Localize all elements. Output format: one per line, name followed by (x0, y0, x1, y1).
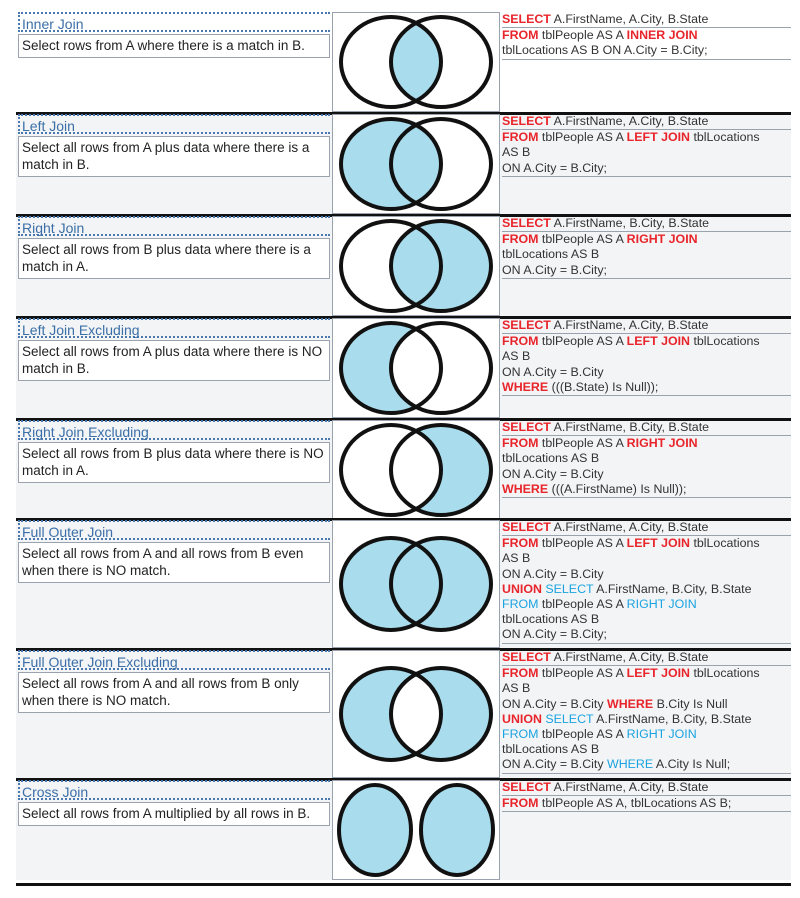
sql-line (502, 161, 791, 177)
sql-text: tblPeople AS A (538, 334, 627, 349)
sql-line (502, 420, 791, 436)
sql-line (502, 697, 791, 712)
join-title: Left Join (18, 114, 330, 134)
sql-keyword: SELECT (545, 581, 594, 596)
sql-keyword: SELECT (545, 711, 594, 726)
sql-line (502, 334, 791, 349)
venn-diagram (333, 217, 499, 315)
venn-panel (332, 520, 500, 648)
sql-text: AS B (502, 145, 531, 160)
sql-line (502, 436, 791, 451)
sql-text: ON A.City = B.City; (502, 627, 607, 642)
join-title: Left Join Excluding (18, 318, 330, 338)
sql-text: tblLocations AS B (502, 612, 600, 627)
sql-line (502, 130, 791, 145)
sql-text: (((A.FirstName) Is Null)); (548, 481, 687, 496)
sql-text: ON A.City = B.City; (502, 262, 607, 277)
sql-line (502, 627, 791, 643)
venn-diagram (333, 651, 499, 777)
sql-line (502, 263, 791, 279)
join-row-right-join (16, 216, 791, 316)
sql-line (502, 114, 791, 130)
sql-text: tblLocations AS B (502, 742, 600, 757)
sql-keyword: FROM (502, 232, 539, 247)
sql-text: tblLocations AS B ON A.City = B.City; (502, 43, 708, 58)
sql-text: tblLocations (690, 536, 760, 551)
sql-keyword: FROM (502, 666, 539, 681)
sql-keyword: RIGHT JOIN (626, 727, 697, 742)
join-description: Select all rows from A and all rows from B even when there is NO match. (18, 542, 330, 583)
venn-panel (332, 780, 500, 880)
sql-code (502, 420, 791, 498)
sql-line (502, 681, 791, 696)
sql-keyword: WHERE (502, 481, 549, 496)
join-description: Select all rows from B plus data where there is a match in A. (18, 238, 330, 279)
sql-line (502, 365, 791, 380)
sql-code (502, 318, 791, 396)
join-title: Right Join Excluding (18, 420, 330, 440)
sql-code (502, 12, 791, 60)
sql-text: (((B.State) Is Null)); (548, 379, 659, 394)
sql-line (502, 482, 791, 498)
sql-line (502, 467, 791, 482)
sql-text: A.FirstName, A.City, B.State (550, 318, 709, 332)
sql-line (502, 380, 791, 396)
sql-text: tblPeople AS A (538, 597, 627, 612)
sql-keyword: UNION (502, 581, 542, 596)
join-title: Full Outer Join Excluding (18, 650, 330, 670)
sql-text: tblLocations AS B (502, 247, 600, 262)
sql-keyword: SELECT (502, 780, 551, 794)
sql-keyword: SELECT (502, 420, 551, 434)
sql-line (502, 567, 791, 582)
sql-text: AS B (502, 551, 531, 566)
sql-keyword: LEFT JOIN (626, 334, 691, 349)
sql-line (502, 28, 791, 43)
venn-panel (332, 318, 500, 418)
join-title: Right Join (18, 216, 330, 236)
sql-text: ON A.City = B.City (502, 696, 607, 711)
sql-keyword: RIGHT JOIN (626, 436, 698, 451)
join-title: Cross Join (18, 780, 330, 800)
sql-line (502, 349, 791, 364)
venn-diagram (333, 521, 499, 647)
sql-line (502, 582, 791, 597)
sql-text: A.FirstName, B.City, B.State (593, 711, 752, 726)
sql-text: A.FirstName, B.City, B.State (550, 420, 710, 434)
sql-line (502, 216, 791, 232)
sql-keyword: FROM (502, 334, 539, 349)
sql-keyword: FROM (502, 436, 539, 451)
sql-keyword: SELECT (502, 12, 551, 26)
sql-line (502, 551, 791, 566)
join-title: Full Outer Join (18, 520, 330, 540)
sql-text: ON A.City = B.City (502, 566, 604, 581)
sql-line (502, 318, 791, 334)
join-title: Inner Join (18, 12, 330, 32)
sql-text: tblPeople AS A (538, 666, 627, 681)
sql-line (502, 612, 791, 627)
sql-text: AS B (502, 349, 531, 364)
sql-text: tblLocations (690, 130, 760, 145)
join-description: Select all rows from B plus data where there is NO match in A. (18, 442, 330, 483)
sql-keyword: FROM (502, 727, 539, 742)
sql-line (502, 43, 791, 59)
sql-line (502, 12, 791, 28)
join-description: Select all rows from A plus data where there is NO match in B. (18, 340, 330, 381)
venn-diagram (333, 421, 499, 519)
sql-line (502, 712, 791, 727)
venn-diagram (333, 781, 499, 879)
venn-panel (332, 420, 500, 520)
sql-text: A.FirstName, A.City, B.State (550, 520, 709, 534)
sql-text: ON A.City = B.City (502, 466, 604, 481)
join-description: Select rows from A where there is a match in B. (18, 34, 330, 58)
sql-keyword: SELECT (502, 520, 551, 534)
sql-text: A.City Is Null; (653, 757, 731, 772)
sql-keyword: LEFT JOIN (626, 536, 691, 551)
sql-text: ON A.City = B.City (502, 364, 604, 379)
sql-keyword: FROM (502, 597, 539, 612)
sql-text: AS B (502, 681, 531, 696)
venn-panel (332, 12, 500, 112)
sql-keyword: LEFT JOIN (626, 666, 691, 681)
join-description: Select all rows from A multiplied by all rows in B. (18, 802, 330, 826)
sql-line (502, 536, 791, 551)
join-row-left-join-excluding (16, 318, 791, 418)
sql-line (502, 520, 791, 536)
sql-text: A.FirstName, A.City, B.State (550, 650, 709, 664)
sql-keyword: FROM (502, 130, 539, 145)
sql-line (502, 247, 791, 262)
join-row-full-outer-join (16, 520, 791, 648)
sql-text: tblPeople AS A (538, 536, 627, 551)
sql-keyword: WHERE (607, 757, 654, 772)
sql-line (502, 597, 791, 612)
sql-text: tblPeople AS A (538, 436, 627, 451)
sql-text: tblPeople AS A (538, 727, 627, 742)
sql-code (502, 520, 791, 644)
sql-text: ON A.City = B.City (502, 757, 607, 772)
sql-text: tblPeople AS A (538, 130, 627, 145)
sql-line (502, 727, 791, 742)
sql-text: A.FirstName, A.City, B.State (550, 12, 709, 26)
sql-keyword: SELECT (502, 114, 551, 128)
sql-keyword: WHERE (502, 379, 549, 394)
sql-line (502, 757, 791, 773)
venn-diagram (333, 13, 499, 111)
sql-text: tblLocations (690, 334, 760, 349)
sql-text: A.FirstName, B.City, B.State (550, 216, 710, 230)
sql-text: A.FirstName, A.City, B.State (550, 780, 709, 794)
join-row-inner-join (16, 12, 791, 112)
sql-code (502, 114, 791, 177)
sql-keyword: RIGHT JOIN (626, 232, 698, 247)
join-row-left-join (16, 114, 791, 214)
bottom-rule (16, 883, 791, 886)
sql-keyword: SELECT (502, 318, 551, 332)
sql-keyword: LEFT JOIN (626, 130, 691, 145)
sql-text: ON A.City = B.City; (502, 160, 607, 175)
sql-keyword: SELECT (502, 650, 551, 664)
sql-text: tblPeople AS A, tblLocations AS B; (538, 796, 732, 811)
sql-keyword: RIGHT JOIN (626, 597, 697, 612)
sql-line (502, 666, 791, 681)
sql-keyword: FROM (502, 28, 539, 43)
sql-text: tblPeople AS A (538, 28, 627, 43)
sql-text: B.City Is Null (653, 696, 728, 711)
sql-keyword: FROM (502, 536, 539, 551)
sql-text: tblLocations AS B (502, 451, 600, 466)
sql-code (502, 780, 791, 812)
join-row-full-outer-join-excluding (16, 650, 791, 778)
join-description: Select all rows from A and all rows from B only when there is NO match. (18, 672, 330, 713)
sql-keyword: INNER JOIN (626, 28, 698, 43)
sql-text: tblLocations (690, 666, 760, 681)
venn-diagram (333, 115, 499, 213)
sql-text: A.FirstName, A.City, B.State (550, 114, 709, 128)
venn-panel (332, 650, 500, 778)
sql-keyword: WHERE (607, 696, 654, 711)
venn-panel (332, 114, 500, 214)
sql-keyword: FROM (502, 796, 539, 811)
sql-code (502, 216, 791, 279)
sql-line (502, 145, 791, 160)
sql-text: tblPeople AS A (538, 232, 627, 247)
venn-diagram (333, 319, 499, 417)
sql-line (502, 796, 791, 812)
sql-line (502, 780, 791, 796)
sql-text: A.FirstName, B.City, B.State (593, 581, 752, 596)
sql-keyword: UNION (502, 711, 542, 726)
sql-keyword: SELECT (502, 216, 551, 230)
sql-line (502, 451, 791, 466)
sql-line (502, 650, 791, 666)
sql-line (502, 232, 791, 247)
sql-code (502, 650, 791, 774)
venn-panel (332, 216, 500, 316)
join-row-cross-join (16, 780, 791, 880)
join-description: Select all rows from A plus data where there is a match in B. (18, 136, 330, 177)
sql-line (502, 742, 791, 757)
join-row-right-join-excluding (16, 420, 791, 520)
